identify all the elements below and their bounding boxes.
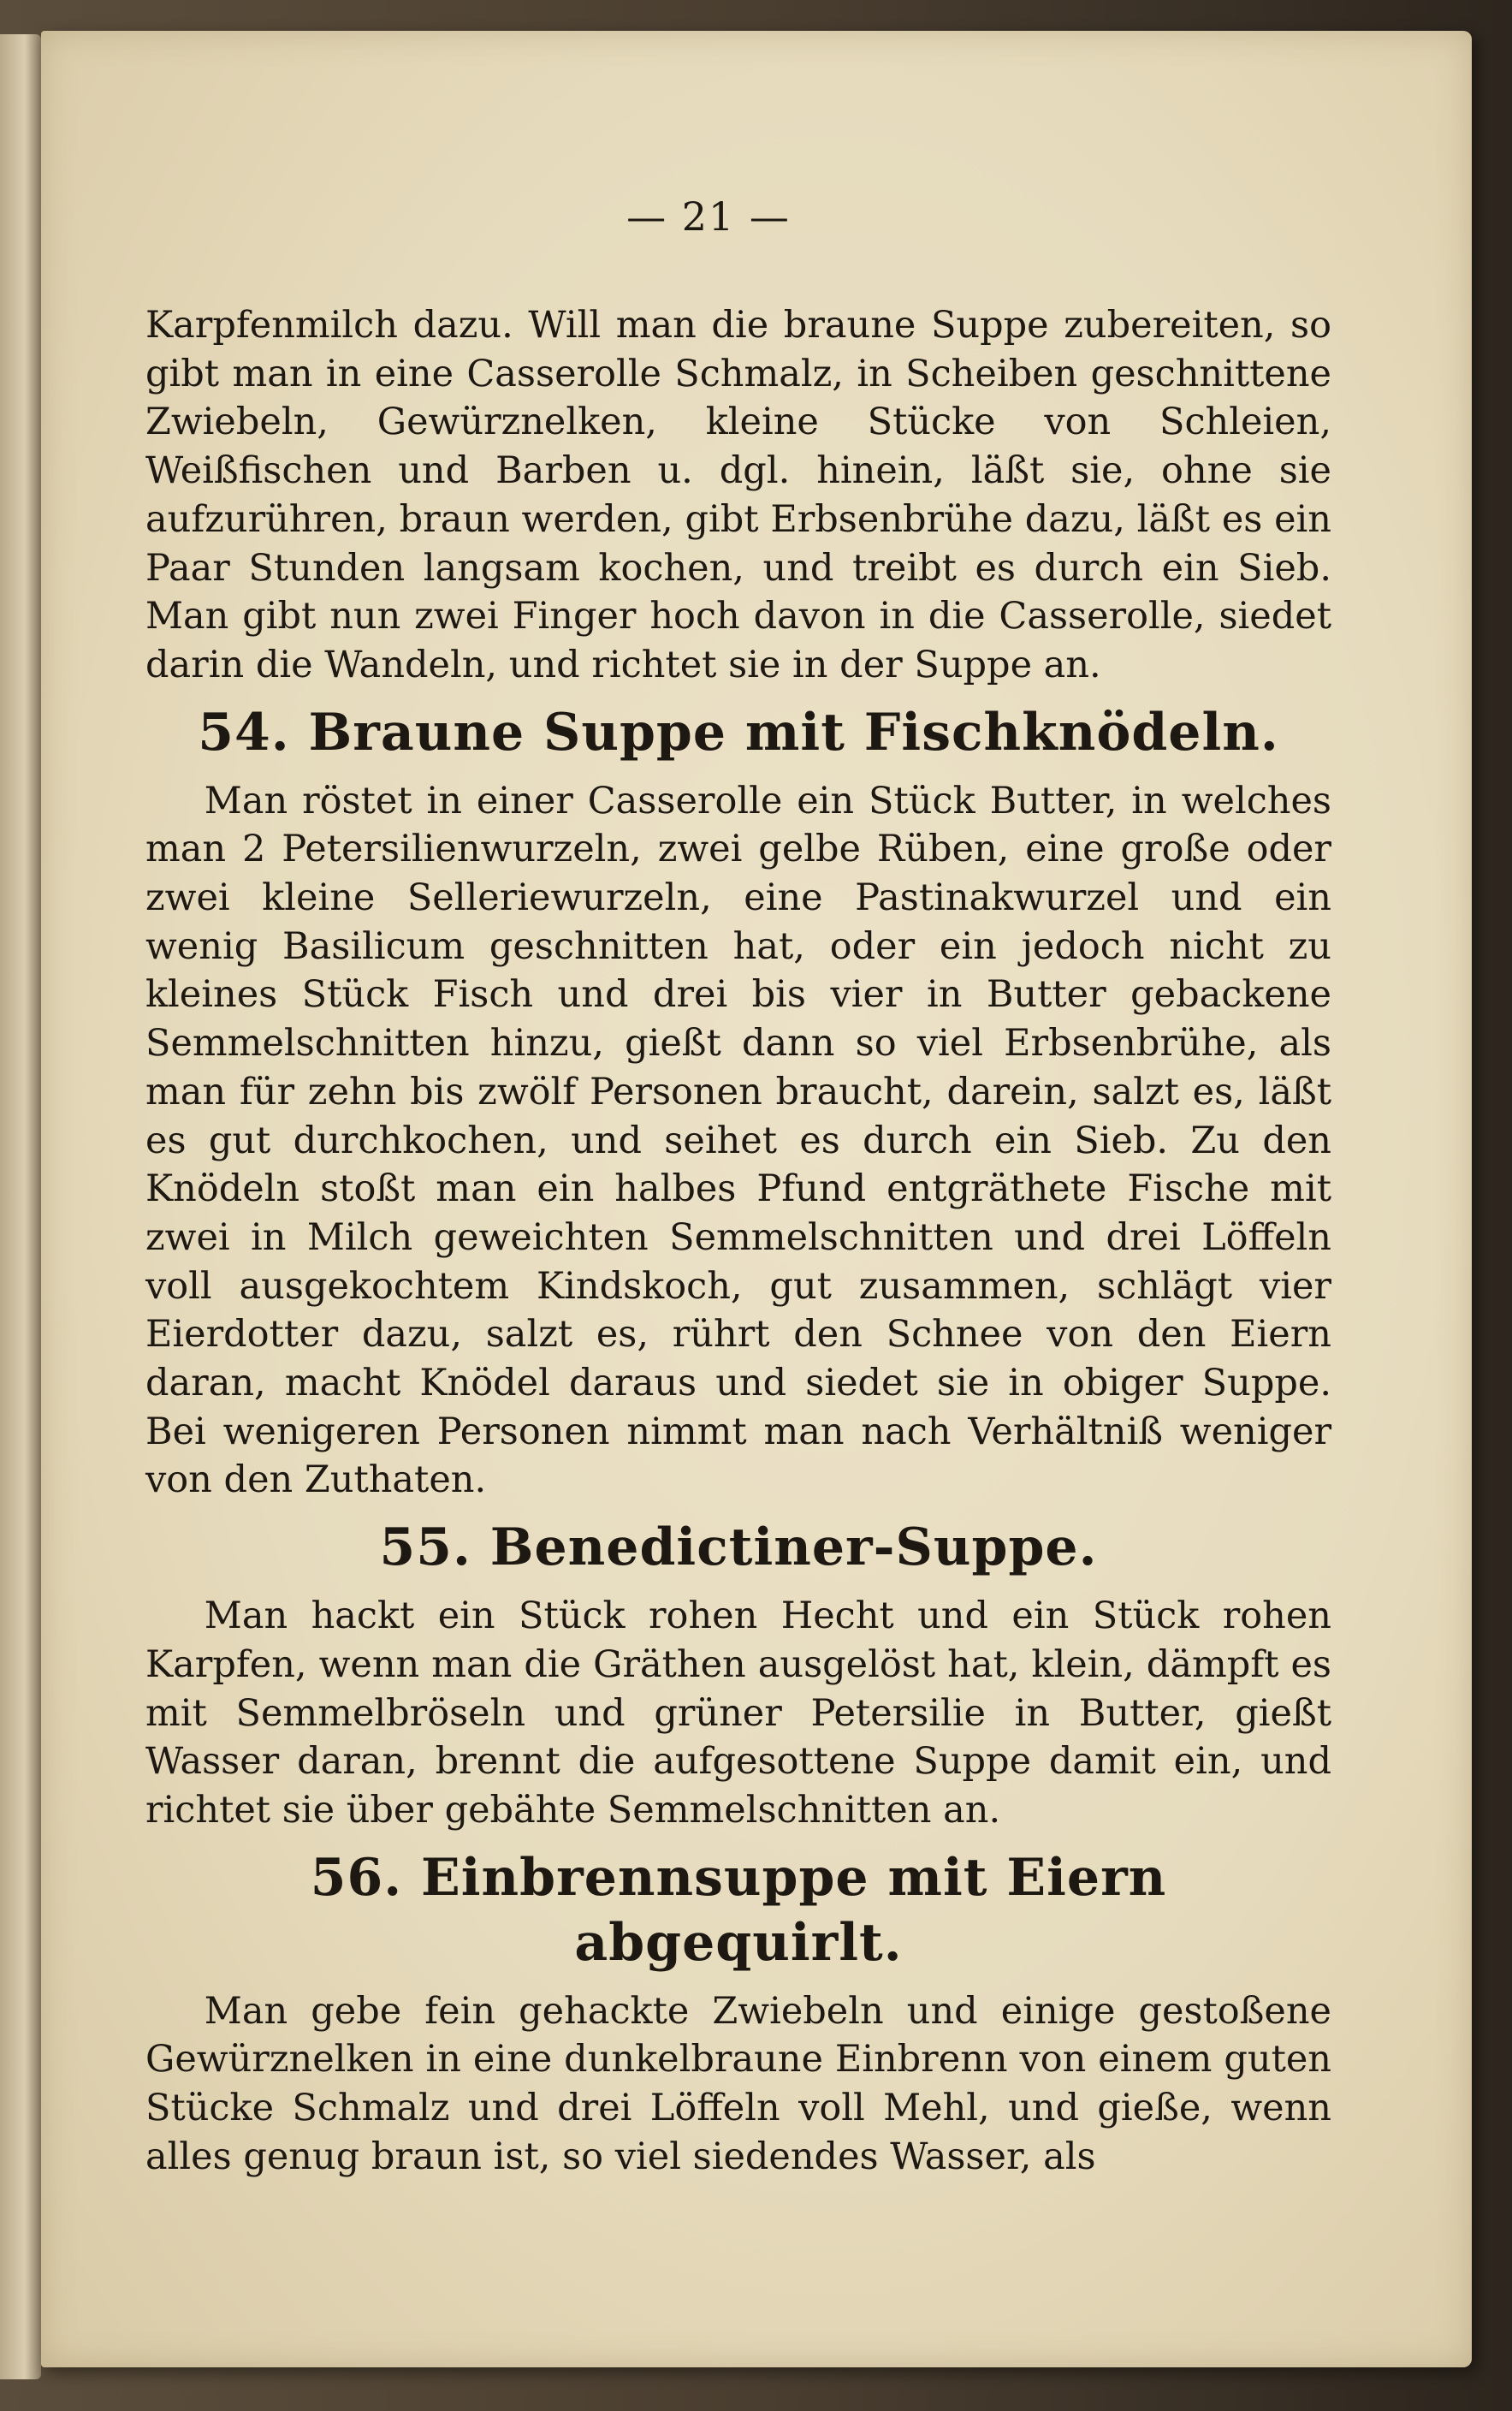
recipe-heading-55: 55. Benedictiner-Suppe. — [379, 1517, 1098, 1578]
paragraph-fish-milk-continuation: Karpfenmilch dazu. Will man die braune Suppe zubereiten, so gibt man in eine Casserolle Schmalz, in Scheiben geschnittene Zwiebeln, Gewürznelken, kleine Stücke von Schleien, Weißfischen und Barben u. dgl. hinein, läßt sie, ohne sie aufzurühren, braun werden, gibt Erbsenbrühe dazu, läßt es ein Paar Stunden langsam kochen, und treibt es durch ein Sieb. Man gibt nun zwei Finger hoch davon in die Casserolle, siedet darin die Wandeln, und richtet sie in der Suppe an. — [145, 304, 1331, 686]
facing-page-edge — [0, 34, 41, 2379]
recipe-heading-56: 56. Einbrennsuppe mit Eiern abgequirlt. — [310, 1847, 1167, 1973]
recipe-heading-54: 54. Braune Suppe mit Fischknödeln. — [198, 702, 1279, 763]
book-page — [41, 31, 1472, 2367]
page-content — [145, 193, 1331, 2182]
paragraph-recipe-55: Man hackt ein Stück rohen Hecht und ein Stück rohen Karpfen, wenn man die Gräthen ausgelöst hat, klein, dämpft es mit Semmelbröseln und grüner Petersilie in Butter, gießt Wasser daran, brennt die aufgesottene Suppe damit ein, und richtet sie über gebähte Semmelschnitten an. — [145, 1594, 1331, 1832]
paragraph-recipe-56: Man gebe fein gehackte Zwiebeln und einige gestoßene Gewürznelken in eine dunkelbraune Einbrenn von einem guten Stücke Schmalz und drei Löffeln voll Mehl, und gieße, wenn alles genug braun ist, so viel siedendes Wasser, als — [145, 1989, 1331, 2178]
page-number: — 21 — — [626, 193, 791, 240]
paragraph-recipe-54: Man röstet in einer Casserolle ein Stück Butter, in welches man 2 Petersilienwurzeln, zwei gelbe Rüben, eine große oder zwei kleine Selleriewurzeln, eine Pastinakwurzel und ein wenig Basilicum geschnitten hat, oder ein jedoch nicht zu kleines Stück Fisch und drei bis vier in Butter gebackene Semmelschnitten hinzu, gießt dann so viel Erbsenbrühe, als man für zehn bis zwölf Personen braucht, darein, salzt es, läßt es gut durchkochen, und seihet es durch ein Sieb. Zu den Knödeln stoßt man ein halbes Pfund entgräthete Fische mit zwei in Milch geweichten Semmelschnitten und drei Löffeln voll ausgekochtem Kindskoch, gut zusammen, schlägt vier Eierdotter dazu, salzt es, rührt den Schnee von den Eiern daran, macht Knödel daraus und siedet sie in obiger Suppe. Bei wenigeren Personen nimmt man nach Verhältniß weniger von den Zuthaten. — [145, 779, 1331, 1502]
